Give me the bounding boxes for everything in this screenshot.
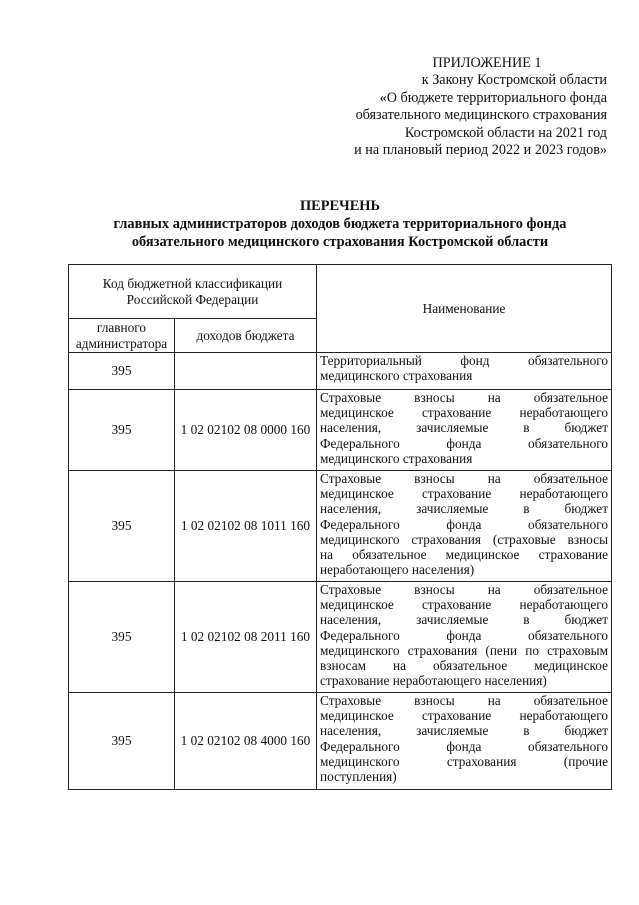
title-line-1: ПЕРЕЧЕНЬ [299,198,381,214]
name-line: страхование неработающего населения) [320,673,547,689]
table-row [69,390,612,471]
administrators-table [68,264,612,790]
name-line: медицинского страхования (страховые взносы [320,531,609,547]
name-line: Федерального фонда обязательного [320,738,609,754]
income-code-cell: 1 02 02102 08 4000 160 [175,693,317,790]
admin-code-cell: 395 [69,582,175,693]
header-name: Наименование [317,265,612,353]
document-title [60,197,620,251]
appendix-line: и на плановый период 2022 и 2023 годов» [354,142,607,159]
name-line: Федерального фонда обязательного [320,516,609,532]
admin-code-cell: 395 [69,390,175,471]
appendix-block [287,55,607,159]
name-cell [317,390,612,471]
name-line: населения, зачисляемые в бюджет [320,723,609,739]
appendix-heading: ПРИЛОЖЕНИЕ 1 [432,55,542,71]
appendix-line: обязательного медицинского страхования [355,107,607,124]
name-line: населения, зачисляемые в бюджет [320,612,609,628]
table-row [69,353,612,390]
admin-code-cell: 395 [69,693,175,790]
name-line: Территориальный фонд обязательного [320,353,609,368]
name-line: Страховые взносы на обязательное [320,582,609,597]
name-line: Страховые взносы на обязательное [320,390,609,405]
name-line: медицинского страхования (прочие [320,753,609,769]
header-row [69,265,612,319]
header-classification: Код бюджетной классификации Российской Федерации [69,265,317,319]
header-income: доходов бюджета [175,319,317,353]
name-line: медицинское страхование неработающего [320,708,609,724]
admin-code-cell: 395 [69,353,175,390]
name-line: поступления) [320,769,397,785]
name-line: взносам на обязательное медицинское [320,658,609,674]
name-cell [317,693,612,790]
title-line-2: главных администраторов доходов бюджета территориального фонда [113,216,567,232]
income-code-cell: 1 02 02102 08 1011 160 [175,471,317,582]
table-row [69,693,612,790]
name-line: Федерального фонда обязательного [320,627,609,643]
name-line: на обязательное медицинское страхование [320,547,609,563]
income-code-cell: 1 02 02102 08 0000 160 [175,390,317,471]
admin-code-cell: 395 [69,471,175,582]
name-line: Федерального фонда обязательного [320,435,609,451]
name-line: медицинского страхования [320,368,473,384]
name-line: Страховые взносы на обязательное [320,693,609,708]
name-line: медицинское страхование неработающего [320,405,609,421]
name-line: медицинского страхования (пени по страховым [320,642,609,658]
table-row [69,471,612,582]
income-code-cell [175,353,317,390]
title-line-3: обязательного медицинского страхования Костромской области [131,234,549,250]
table-row [69,582,612,693]
appendix-line: Костромской области на 2021 год [404,124,607,141]
name-line: Страховые взносы на обязательное [320,471,609,486]
header-admin: главного администратора [69,319,175,353]
name-line: медицинского страхования [320,450,473,466]
name-cell [317,471,612,582]
appendix-line: к Закону Костромской области [421,72,607,89]
income-code-cell: 1 02 02102 08 2011 160 [175,582,317,693]
name-cell [317,582,612,693]
name-line: медицинское страхование неработающего [320,597,609,613]
name-line: населения, зачисляемые в бюджет [320,501,609,517]
name-line: неработающего населения) [320,562,475,578]
name-line: населения, зачисляемые в бюджет [320,420,609,436]
appendix-line: «О бюджете территориального фонда [379,89,607,106]
name-line: медицинское страхование неработающего [320,486,609,502]
name-cell [317,353,612,390]
